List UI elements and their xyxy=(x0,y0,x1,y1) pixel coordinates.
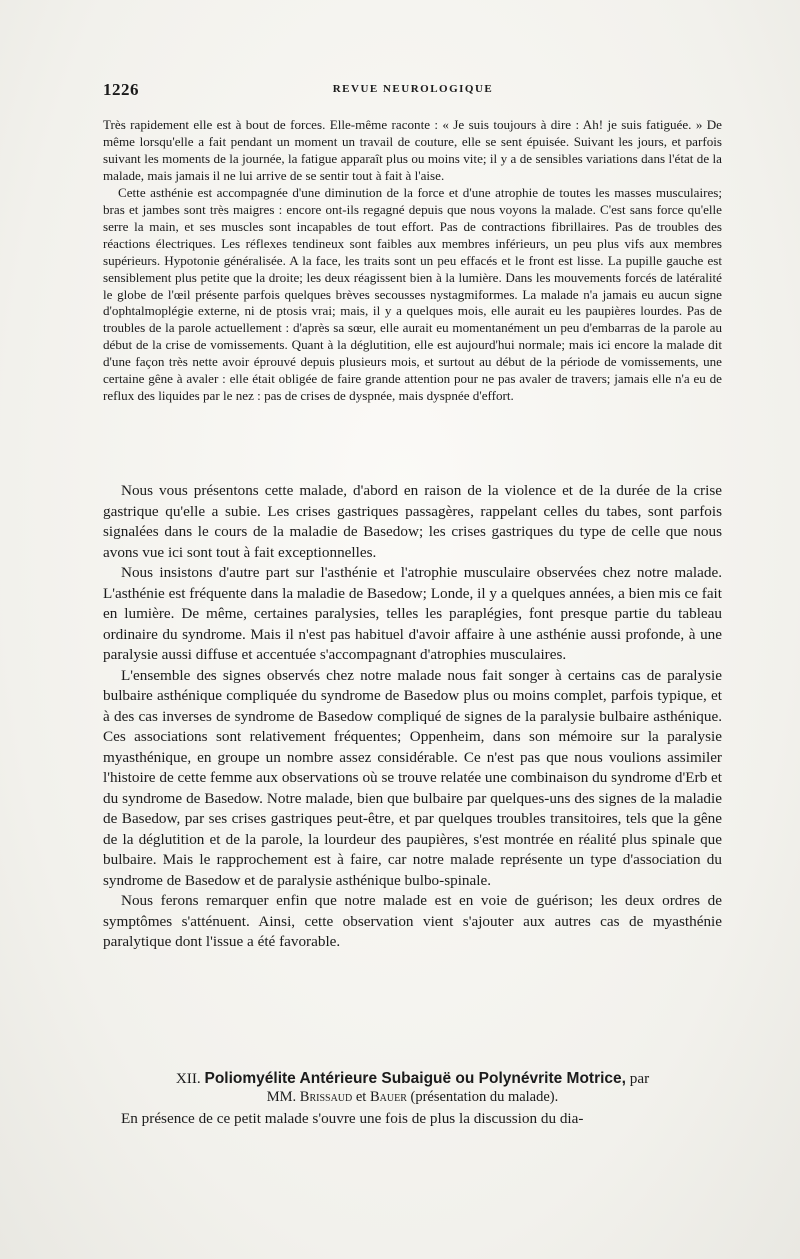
body-paragraph-1: Nous vous présentons cette malade, d'abord en raison de la violence et de la durée de la crise gastrique qu'elle a subie. Les crises gastriques passagères, rappelant celles du tabes, sont parfois signalées dans le cours de la maladie de Basedow; les crises gastriques du type de celle que nous avons vue ici sont tout à fait exceptionnelles. xyxy=(103,482,722,561)
small-paragraph-2: Cette asthénie est accompagnée d'une diminution de la force et d'une atrophie de toutes les masses musculaires; bras et jambes sont très maigres : encore ont-ils regagné depuis que nous voyons la malade. C'est sans force qu'elle serre la main, et ses muscles sont incapables de tout effort. Pas de contractions fibrillaires. Pas de troubles des réactions électriques. Les réflexes tendineux sont faibles aux membres inférieurs, un peu plus vifs aux membres supérieurs. Hypotonie généralisée. A la face, les traits sont un peu effacés et le front est lisse. La pupille gauche est sensiblement plus petite que la droite; les deux réagissent bien à la lumière. Dans les mouvements forcés de latéralité le globe de l'œil présente parfois quelques brèves secousses nystagmiformes. La malade n'a jamais eu aucun signe d'ophtalmoplégie externe, ni de ptosis vrai; mais, il y a quelques mois, elle aurait eu les paupières lourdes. Pas de troubles de la parole actuellement : d'après sa sœur, elle aurait eu momentanément un peu d'embarras de la parole au début de la crise de vomissements. Quant à la déglutition, elle est aujourd'hui normale; mais ici encore la malade dit d'une façon très nette avoir éprouvé depuis plusieurs mois, et surtout au début de la période de vomissements, une certaine gêne à avaler : elle était obligée de faire grande attention pour ne pas avaler de travers; jamais elle n'a eu de reflux des liquides par le nez : pas de crises de dyspnée, mais dyspnée d'effort. xyxy=(103,184,722,404)
body-paragraph-4: Nous ferons remarquer enfin que notre malade est en voie de guérison; les deux ordres de symptômes s'atténuent. Ainsi, cette observation vient s'ajouter aux autres cas de myasthénie paralytique dont l'issue a été favorable. xyxy=(103,892,722,950)
authors-prefix: MM. xyxy=(266,1089,297,1105)
section-title: Poliomyélite Antérieure Subaiguë ou Polynévrite Motrice, xyxy=(204,1070,626,1087)
section-by: par xyxy=(629,1070,650,1087)
section-opening xyxy=(103,1109,722,1129)
case-report-small-text xyxy=(103,117,722,405)
body-paragraph-2: Nous insistons d'autre part sur l'asthénie et l'atrophie musculaire observées chez notre malade. L'asthénie est fréquente dans la maladie de Basedow; Londe, il y a quelques années, a bien mis ce fait en lumière. De même, certaines paralysies, telles les paraplégies, font presque partie du tableau ordinaire du syndrome. Mais il n'est pas habituel d'avoir affaire à une asthénie aussi profonde, à une paralysie aussi diffuse et accentuée s'accompagnant d'atrophies musculaires. xyxy=(103,564,722,663)
section-number: XII. xyxy=(175,1070,201,1087)
author-brissaud: Brissaud xyxy=(299,1089,353,1105)
page-number: 1226 xyxy=(103,80,139,99)
final-paragraph: En présence de ce petit malade s'ouvre une fois de plus la discussion du dia- xyxy=(121,1110,584,1127)
author-bauer: Bauer xyxy=(369,1089,407,1105)
authors-conjunction: et xyxy=(355,1089,367,1105)
section-heading xyxy=(103,1069,722,1107)
small-paragraph-1: Très rapidement elle est à bout de forces. Elle-même raconte : « Je suis toujours à dire : Ah! je suis fatiguée. » De même lorsqu'elle a fait pendant un moment un travail de couture, elle se sent épuisée. Suivant les jours, et parfois suivant les moments de la journée, la fatigue apparaît plus ou moins vite; il y a de sensibles variations dans l'état de la malade, mais jamais il ne lui arrive de se sentir tout à fait à l'aise. xyxy=(103,117,722,183)
body-paragraph-3: L'ensemble des signes observés chez notre malade nous fait songer à certains cas de paralysie bulbaire asthénique compliquée du syndrome de Basedow plus ou moins complet, parfois typique, et à des cas inverses de syndrome de Basedow compliqué de signes de la paralysie bulbaire asthénique. Ces associations sont relativement fréquentes; Oppenheim, dans son mémoire sur la paralysie myasthénique, en groupe un nombre assez considérable. Ce n'est pas que nous voulions assimiler l'histoire de cette femme aux observations où se trouve relatée une combinaison du syndrome d'Erb et du syndrome de Basedow. Notre malade, bien que bulbaire par quelques-uns des signes de la maladie de Basedow, par ses crises gastriques peut-être, et par quelques troubles transitoires, tels que la gêne de la déglutition et de la parole, la lourdeur des paupières, s'est montrée en réalité plus spinale que bulbaire. Mais le rapprochement est à faire, car notre malade représente un type d'association du syndrome de Basedow et de paralysie asthénique bulbo-spinale. xyxy=(103,666,722,889)
commentary-text xyxy=(103,481,722,953)
section-note: (présentation du malade). xyxy=(410,1089,559,1105)
running-title: REVUE NEUROLOGIQUE xyxy=(332,83,494,95)
page-header xyxy=(103,80,723,100)
